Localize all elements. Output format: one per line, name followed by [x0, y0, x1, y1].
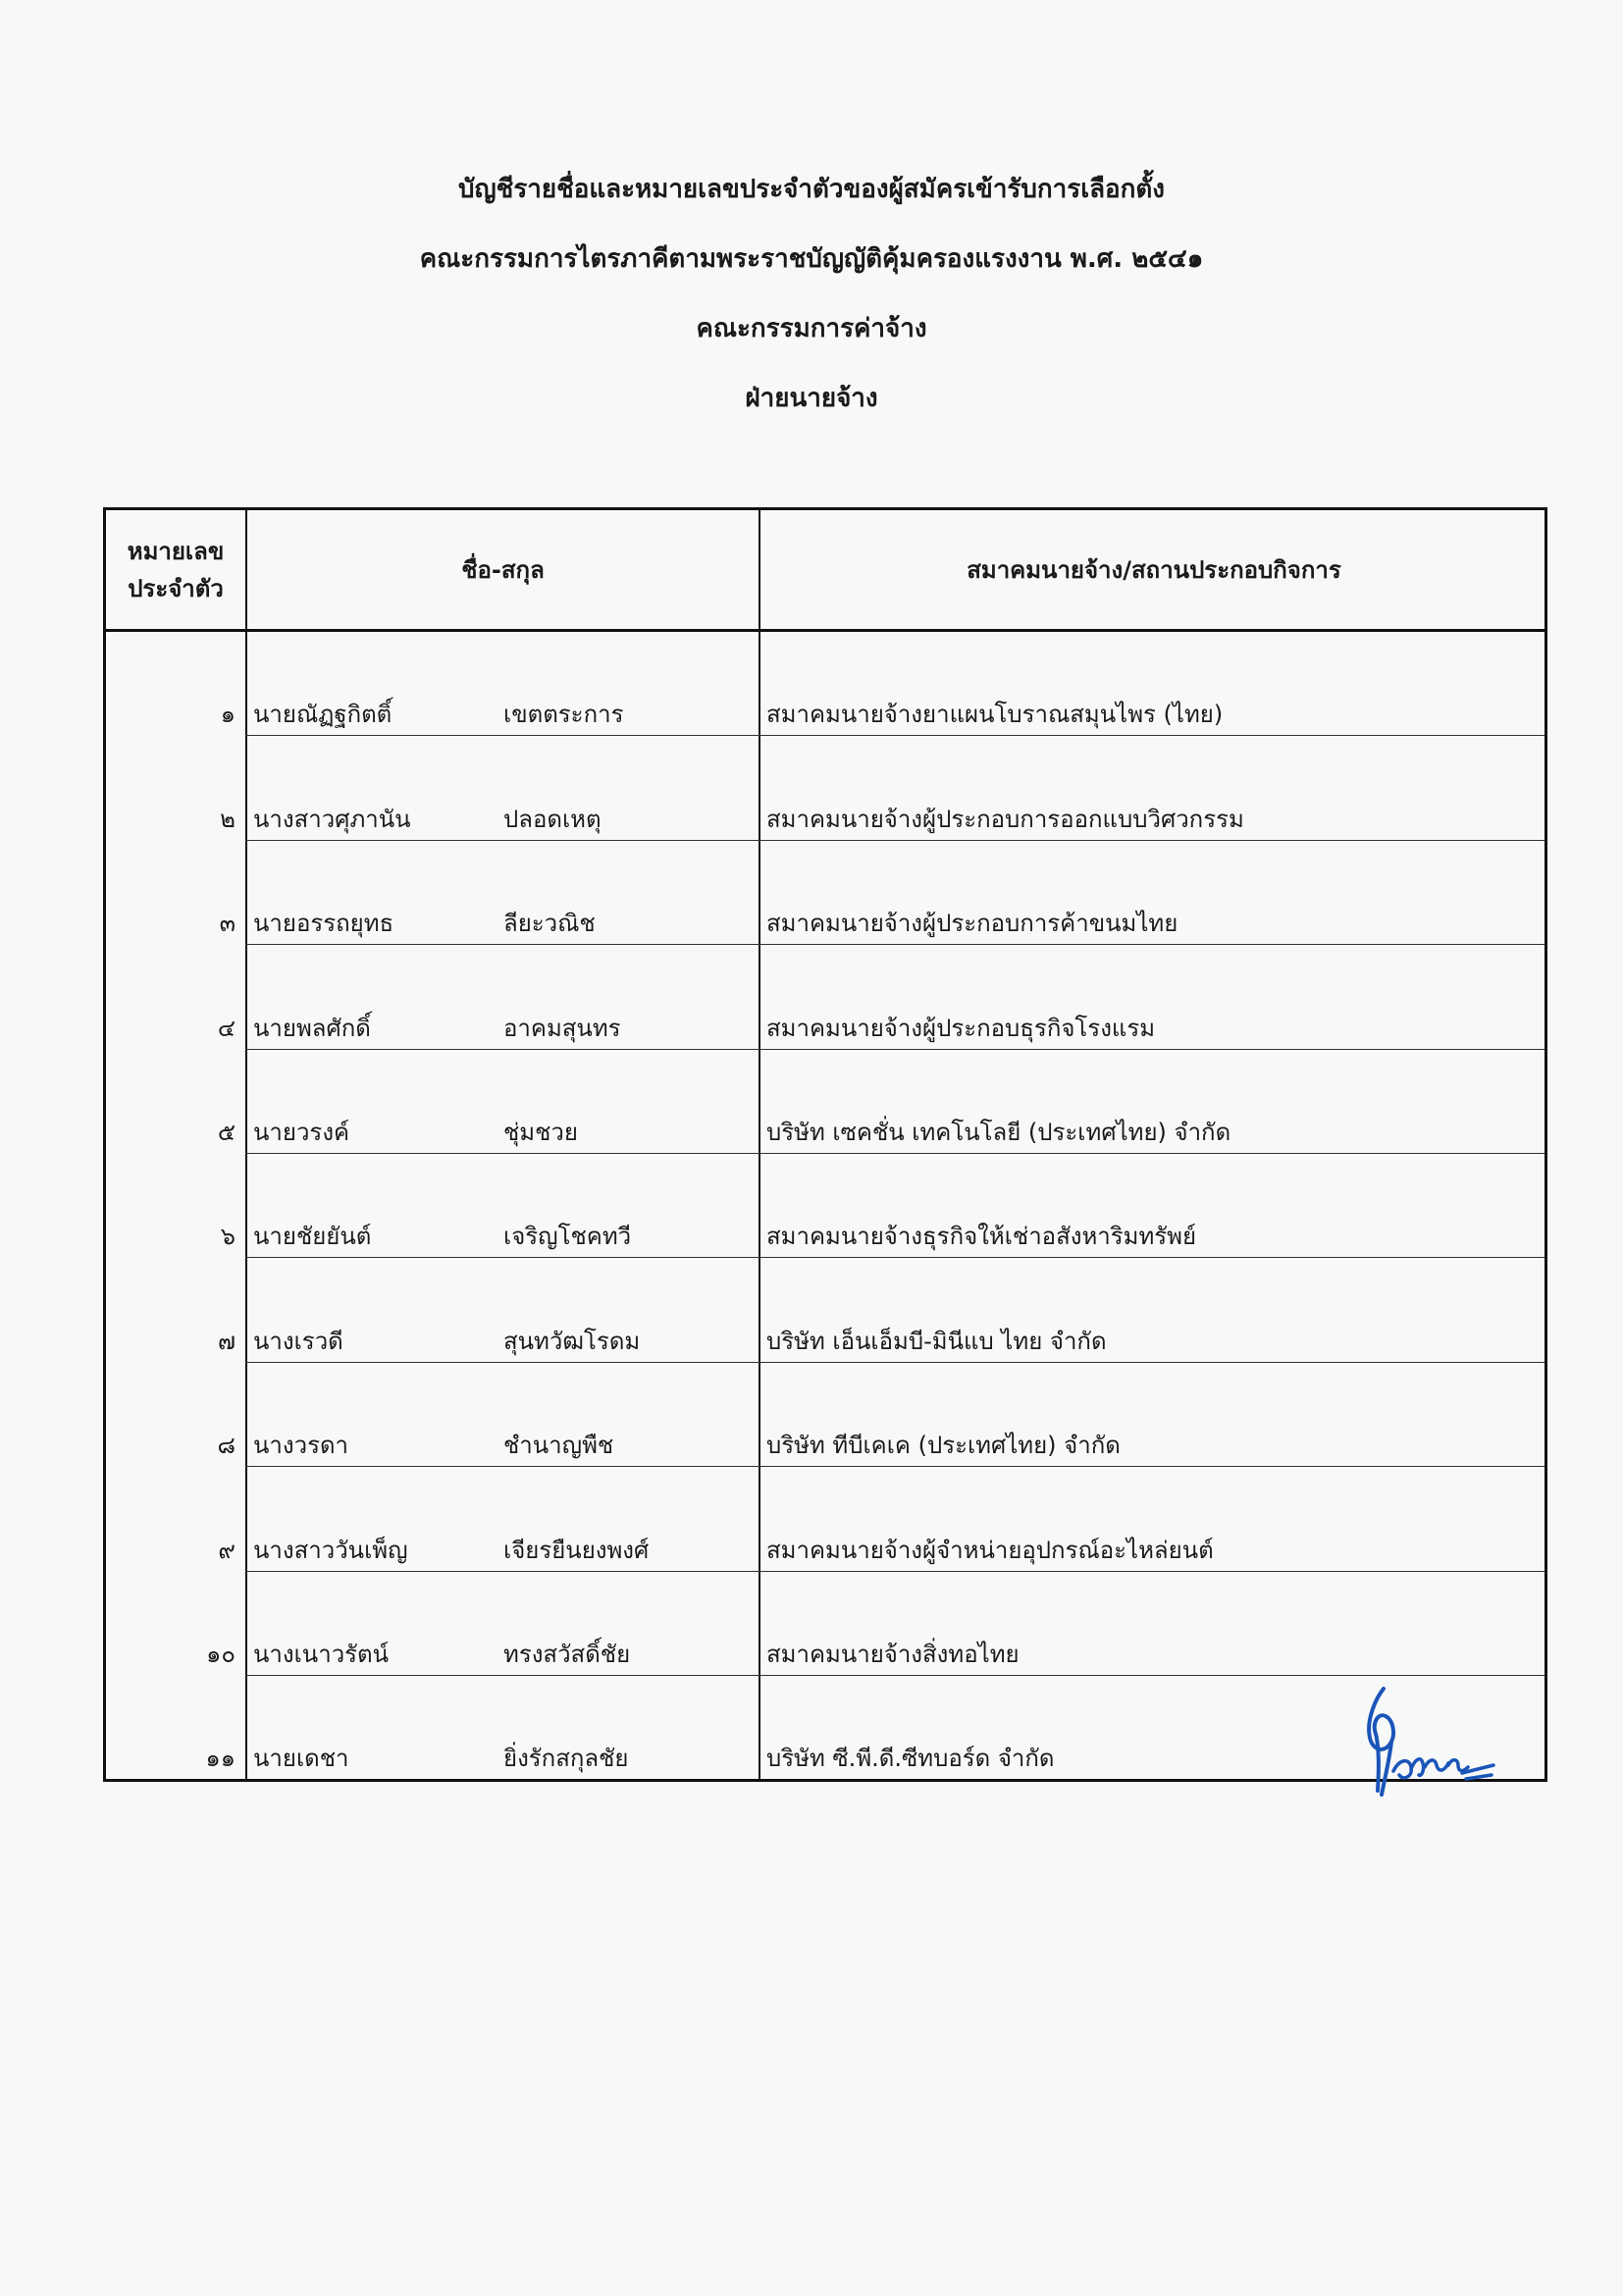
candidate-last-name: ชำนาญพืช [503, 1432, 614, 1460]
title-line-4: ฝ่ายนายจ้าง [745, 384, 878, 413]
table-row [106, 1676, 1544, 1780]
candidate-organization: สมาคมนายจ้างผู้ประกอบการค้าขนมไทย [766, 910, 1178, 938]
header-number-line-2: ประจำตัว [128, 574, 224, 602]
candidate-first-name: นางวรดา [253, 1432, 349, 1460]
table-row [106, 1363, 1544, 1467]
candidate-last-name: ปลอดเหตุ [503, 805, 602, 833]
candidate-first-name: นายชัยยันต์ [253, 1223, 372, 1251]
table-row [106, 1572, 1544, 1676]
candidate-last-name: ทรงสวัสดิ์ชัย [503, 1640, 631, 1668]
table-row [106, 1467, 1544, 1571]
title-line-2: คณะกรรมการไตรภาคีตามพระราชบัญญัติคุ้มครองแรงงาน พ.ศ. ๒๕๔๑ [419, 244, 1204, 274]
title-line-1: บัญชีรายชื่อและหมายเลขประจำตัวของผู้สมัครเข้ารับการเลือกตั้ง [458, 175, 1165, 204]
candidate-first-name: นางสาวศุภานัน [253, 805, 411, 833]
candidate-last-name: ชุ่มชวย [503, 1118, 578, 1146]
candidate-number: ๖ [220, 1223, 236, 1251]
candidate-first-name: นายวรงค์ [253, 1118, 350, 1146]
candidate-last-name: เจริญโชคทวี [503, 1223, 632, 1251]
table-row [106, 945, 1544, 1049]
candidate-organization: บริษัท เอ็นเอ็มบี-มินีแบ ไทย จำกัด [766, 1327, 1107, 1355]
table-row [106, 841, 1544, 945]
signature-image [1356, 1681, 1513, 1808]
candidate-first-name: นางเนาวรัตน์ [253, 1640, 390, 1668]
candidate-first-name: นายเดชา [253, 1745, 349, 1773]
header-number [106, 510, 245, 629]
candidate-last-name: เขตตระการ [503, 701, 624, 729]
candidate-number: ๓ [219, 910, 236, 938]
candidate-number: ๘ [217, 1432, 236, 1460]
candidate-number: ๒ [220, 805, 236, 833]
candidate-organization: บริษัท เซคชั่น เทคโนโลยี (ประเทศไทย) จำกัด [766, 1118, 1231, 1146]
candidate-organization: สมาคมนายจ้างผู้จำหน่ายอุปกรณ์อะไหล่ยนต์ [766, 1536, 1214, 1564]
table-body [106, 632, 1544, 1780]
candidate-number: ๑๐ [206, 1640, 236, 1668]
table-row [106, 1258, 1544, 1362]
candidate-first-name: นางเรวดี [253, 1327, 343, 1355]
table-row [106, 632, 1544, 736]
candidate-last-name: ยิ่งรักสกุลชัย [503, 1745, 629, 1773]
candidate-number: ๙ [218, 1536, 236, 1564]
candidate-number: ๗ [217, 1327, 236, 1355]
header-organization: สมาคมนายจ้าง/สถานประกอบกิจการ [967, 555, 1341, 584]
candidate-number: ๑๑ [205, 1745, 236, 1773]
candidate-table [103, 507, 1547, 1782]
candidate-organization: บริษัท ทีบีเคเค (ประเทศไทย) จำกัด [766, 1432, 1121, 1460]
table-row [106, 736, 1544, 840]
candidate-organization: สมาคมนายจ้างผู้ประกอบธุรกิจโรงแรม [766, 1014, 1156, 1042]
candidate-organization: สมาคมนายจ้างสิ่งทอไทย [766, 1640, 1020, 1668]
candidate-first-name: นางสาววันเพ็ญ [253, 1536, 408, 1564]
table-row [106, 1154, 1544, 1258]
header-name: ชื่อ-สกุล [461, 555, 545, 584]
title-line-3: คณะกรรมการค่าจ้าง [696, 314, 927, 343]
candidate-organization: สมาคมนายจ้างยาแผนโบราณสมุนไพร (ไทย) [766, 701, 1224, 729]
candidate-organization: บริษัท ซี.พี.ดี.ซีทบอร์ด จำกัด [766, 1745, 1055, 1773]
candidate-number: ๕ [217, 1118, 236, 1146]
candidate-last-name: อาคมสุนทร [503, 1014, 621, 1042]
candidate-last-name: ลียะวณิช [503, 910, 596, 938]
candidate-number: ๑ [220, 701, 236, 729]
candidate-last-name: สุนทวัฒโรดม [503, 1327, 641, 1355]
candidate-first-name: นายณัฏฐกิตติ์ [253, 701, 393, 729]
candidate-first-name: นายพลศักดิ์ [253, 1014, 371, 1042]
candidate-number: ๔ [217, 1014, 236, 1042]
candidate-organization: สมาคมนายจ้างผู้ประกอบการออกแบบวิศวกรรม [766, 805, 1244, 833]
candidate-first-name: นายอรรถยุทธ [253, 910, 394, 938]
candidate-organization: สมาคมนายจ้างธุรกิจให้เช่าอสังหาริมทรัพย์ [766, 1223, 1197, 1251]
table-row [106, 1050, 1544, 1154]
header-number-line-1: หมายเลข [127, 537, 225, 565]
candidate-last-name: เจียรยืนยงพงศ์ [503, 1536, 650, 1564]
